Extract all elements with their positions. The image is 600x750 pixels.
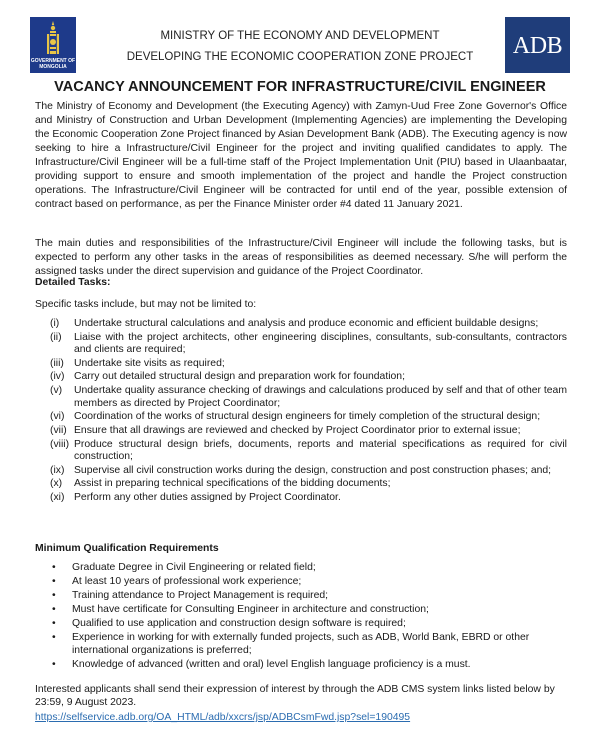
task-number: (ii) [50, 331, 62, 343]
document-title: VACANCY ANNOUNCEMENT FOR INFRASTRUCTURE/CIVIL ENGINEER [54, 79, 546, 95]
task-text: Ensure that all drawings are reviewed and checked by Project Coordinator prior to external issue; [74, 424, 521, 436]
task-number: (x) [50, 478, 63, 490]
task-item [50, 371, 567, 384]
qualification-item [50, 618, 560, 631]
task-item [50, 358, 567, 371]
qualification-item [50, 604, 560, 617]
task-item [50, 318, 567, 331]
project-name: DEVELOPING THE ECONOMIC COOPERATION ZONE PROJECT [126, 51, 474, 63]
government-of-mongolia-logo [30, 17, 76, 73]
qualification-item [50, 632, 560, 657]
task-text: Liaise with the project architects, other engineering disciplines, consultants, sub-consultants, contractors and clients are required; [74, 331, 567, 356]
task-number: (v) [50, 385, 63, 397]
government-of-mongolia-label: GOVERNMENT OF MONGOLIA [30, 58, 76, 70]
adb-logo [505, 17, 570, 73]
adb-logo-text: ADB [512, 33, 563, 59]
qualification-item [50, 562, 560, 575]
tasks-intro: Specific tasks include, but may not be limited to: [35, 299, 257, 310]
application-instructions: Interested applicants shall send their expression of interest by through the ADB CMS system links listed below by 23:59, 9 August 2023. [35, 684, 555, 708]
bullet-icon: • [52, 631, 56, 643]
intro-paragraph: The Ministry of Economy and Development (the Executing Agency) with Zamyn-Uud Free Zone Governor's Office and Ministry of Construction and Urban Development (Implementing Agencies) are implementing the Developing the Economic Cooperation Zone Project financed by Asian Development Bank (ADB). The Executing agency is now seeking to hire a Infrastructure/Civil Engineer for the project and inviting qualified candidates to apply. The Infrastructure/Civil Engineer will be a full-time staff of the Project Implementation Unit (PIU) based in Ulaanbaatar, providing support to ensure and smooth implementation of the project and handle the Project construction operations. The Infrastructure/Civil Engineer will be contracted for until end of the year, possible extension of contract based on performance, as per the Finance Minister order #4 dated 11 January 2021. [35, 101, 567, 211]
bullet-icon: • [52, 589, 56, 601]
task-text: Undertake quality assurance checking of drawings and calculations produced by self and that of other team members as directed by Project Coordinator; [74, 385, 567, 409]
task-number: (viii) [50, 438, 70, 450]
task-text: Perform any other duties assigned by Project Coordinator. [74, 492, 341, 504]
bullet-icon: • [52, 575, 56, 587]
qualification-item [50, 576, 560, 589]
qualification-text: Knowledge of advanced (written and oral) level English language proficiency is a must. [72, 658, 471, 670]
task-item [50, 425, 567, 438]
task-text: Carry out detailed structural design and preparation work for foundation; [74, 371, 405, 383]
bullet-icon: • [52, 617, 56, 629]
task-text: Supervise all civil construction works during the design, construction and post construction phases; and; [74, 464, 552, 476]
task-number: (ix) [50, 464, 65, 476]
qualification-item [50, 590, 560, 603]
detailed-tasks-list [50, 318, 567, 506]
qualifications-list [50, 562, 560, 672]
ministry-name: MINISTRY OF THE ECONOMY AND DEVELOPMENT [160, 30, 440, 42]
task-number: (xi) [50, 492, 65, 504]
qualification-text: Must have certificate for Consulting Engineer in architecture and construction; [72, 603, 429, 615]
task-number: (vii) [50, 424, 67, 436]
qualification-text: Qualified to use application and construction design software is required; [72, 617, 406, 629]
task-text: Coordination of the works of structural design engineers for timely completion of the structural design; [74, 411, 541, 423]
task-text: Undertake structural calculations and analysis and produce economic and efficient buildable designs; [74, 318, 539, 329]
bullet-icon: • [52, 562, 56, 573]
qualifications-heading: Minimum Qualification Requirements [35, 543, 219, 554]
qualification-text: Training attendance to Project Management is required; [72, 589, 329, 601]
task-item [50, 385, 567, 410]
qualification-text: Experience in working for with externally funded projects, such as ADB, World Bank, EBRD or other international organizations is preferred; [72, 631, 530, 656]
qualification-text: Graduate Degree in Civil Engineering or related field; [72, 562, 316, 573]
duties-paragraph: The main duties and responsibilities of the Infrastructure/Civil Engineer will include the following tasks, but is expected to perform any other tasks in the areas of responsibilities as deemed necessary. S/he will perform the assigned tasks under the direct supervision and guidance of the Project Coordinator. [35, 238, 567, 278]
task-text: Undertake site visits as required; [74, 357, 225, 369]
task-item [50, 465, 567, 478]
bullet-icon: • [52, 658, 56, 670]
task-number: (iv) [50, 371, 65, 383]
task-item [50, 332, 567, 357]
task-number: (iii) [50, 357, 64, 369]
task-item [50, 492, 567, 505]
detailed-tasks-heading: Detailed Tasks: [35, 277, 111, 288]
task-number: (vi) [50, 411, 65, 423]
qualification-text: At least 10 years of professional work experience; [72, 575, 302, 587]
task-item [50, 439, 567, 464]
qualification-item [50, 659, 560, 672]
task-item [50, 478, 567, 491]
task-item [50, 411, 567, 424]
task-number: (i) [50, 318, 60, 329]
task-text: Assist in preparing technical specifications of the bidding documents; [74, 478, 391, 490]
bullet-icon: • [52, 603, 56, 615]
adb-cms-application-link[interactable]: https://selfservice.adb.org/OA_HTML/adb/xxcrs/jsp/ADBCsmFwd.jsp?sel=190495 [35, 712, 411, 723]
task-text: Produce structural design briefs, documents, reports and material specifications as required for civil construction; [74, 438, 567, 463]
